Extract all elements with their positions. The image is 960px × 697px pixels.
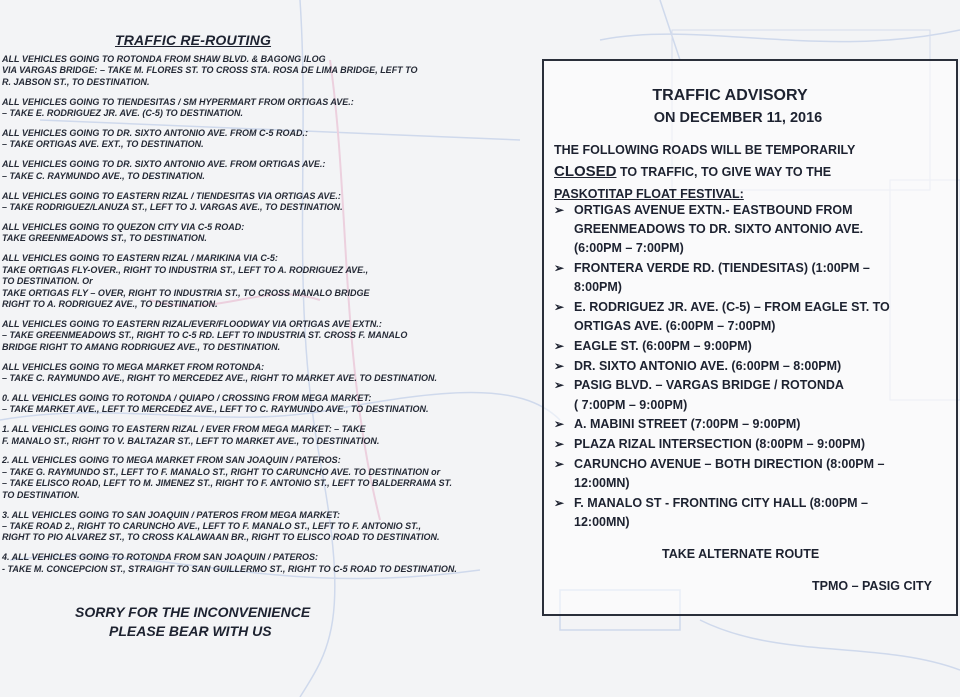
route-instruction: R. JABSON ST., TO DESTINATION.	[2, 76, 150, 87]
route-instruction: BRIDGE RIGHT TO AMANG RODRIGUEZ AVE., TO DESTINATION.	[2, 341, 281, 352]
closed-word: CLOSED	[554, 163, 617, 180]
arrow-bullet-icon: ➢	[554, 338, 565, 353]
apology-line-2: PLEASE BEAR WITH US	[109, 623, 272, 639]
route-instruction: RIGHT TO PIO ALVAREZ ST., TO CROSS KALAWAAN BR., RIGHT TO ELISCO ROAD TO DESTINATION.	[2, 532, 440, 543]
route-instruction: – TAKE GREENMEADOWS ST., RIGHT TO C-5 RD. LEFT TO INDUSTRIA ST. CROSS F. MANALO	[2, 330, 408, 341]
route-instruction: - TAKE M. CONCEPCION ST., STRAIGHT TO SAN GUILLERMO ST., RIGHT TO C-5 ROAD TO DESTINATION.	[2, 563, 457, 574]
closed-road-item	[552, 415, 960, 434]
alternate-route-note: TAKE ALTERNATE ROUTE	[662, 547, 820, 561]
closed-road-item	[552, 376, 960, 414]
route-instruction: TAKE GREENMEADOWS ST., TO DESTINATION.	[2, 233, 207, 244]
route-item	[2, 253, 535, 310]
issuer-signature: TPMO – PASIG CITY	[812, 579, 932, 593]
closed-road-text: F. MANALO ST - FRONTING CITY HALL (8:00PM – 12:00MN)	[574, 495, 868, 529]
apology-line-1: SORRY FOR THE INCONVENIENCE	[75, 604, 311, 620]
route-heading: ALL VEHICLES GOING TO EASTERN RIZAL / TIENDESITAS VIA ORTIGAS AVE.:	[2, 190, 341, 201]
route-heading: ALL VEHICLES GOING TO QUEZON CITY VIA C-5 ROAD:	[2, 221, 245, 232]
route-instruction: TO DESTINATION. Or	[2, 276, 93, 287]
closed-road-text: PASIG BLVD. – VARGAS BRIDGE / ROTONDA ( 7:00PM – 9:00PM)	[574, 378, 844, 412]
route-item	[2, 455, 535, 501]
closed-road-item	[552, 357, 960, 376]
route-instruction: RIGHT TO A. RODRIGUEZ AVE., TO DESTINATION.	[2, 298, 218, 309]
route-instruction: F. MANALO ST., RIGHT TO V. BALTAZAR ST., LEFT TO MARKET AVE., TO DESTINATION.	[2, 435, 380, 446]
arrow-bullet-icon: ➢	[554, 495, 565, 510]
route-list	[2, 54, 535, 584]
route-heading: 0. ALL VEHICLES GOING TO ROTONDA / QUIAPO / CROSSING FROM MEGA MARKET:	[2, 392, 372, 403]
closed-road-text: CARUNCHO AVENUE – BOTH DIRECTION (8:00PM – 12:00MN)	[574, 456, 885, 490]
route-item	[2, 191, 535, 214]
route-heading: ALL VEHICLES GOING TO EASTERN RIZAL / MARIKINA VIA C-5:	[2, 253, 278, 264]
route-item	[2, 97, 535, 120]
route-item	[2, 424, 535, 447]
closed-road-text: FRONTERA VERDE RD. (TIENDESITAS) (1:00PM – 8:00PM)	[574, 261, 870, 295]
arrow-bullet-icon: ➢	[554, 456, 565, 471]
intro-line-1: THE FOLLOWING ROADS WILL BE TEMPORARILY	[554, 143, 856, 157]
route-instruction: – TAKE G. RAYMUNDO ST., LEFT TO F. MANALO ST., RIGHT TO CARUNCHO AVE. TO DESTINATION or	[2, 466, 441, 477]
route-item	[2, 510, 535, 544]
route-item	[2, 552, 535, 575]
route-instruction: – TAKE ROAD 2., RIGHT TO CARUNCHO AVE., LEFT TO F. MANALO ST., LEFT TO F. ANTONIO ST.,	[2, 521, 422, 531]
closed-road-item	[552, 455, 960, 493]
arrow-bullet-icon: ➢	[554, 203, 565, 217]
closed-road-item	[552, 494, 960, 532]
route-instruction: – TAKE ORTIGAS AVE. EXT., TO DESTINATION.	[2, 139, 204, 150]
arrow-bullet-icon: ➢	[554, 436, 565, 451]
route-item	[2, 222, 535, 245]
closed-road-text: EAGLE ST. (6:00PM – 9:00PM)	[574, 338, 752, 353]
intro-line-2: TO TRAFFIC, TO GIVE WAY TO THE	[616, 165, 832, 179]
route-item	[2, 54, 535, 88]
route-heading: 4. ALL VEHICLES GOING TO ROTONDA FROM SAN JOAQUIN / PATEROS:	[2, 552, 319, 563]
closed-road-text: ORTIGAS AVENUE EXTN.- EASTBOUND FROM GREENMEADOWS TO DR. SIXTO ANTONIO AVE. (6:00PM – 7:00PM)	[574, 203, 864, 256]
route-item	[2, 362, 535, 385]
route-instruction: – TAKE RODRIGUEZ/LANUZA ST., LEFT TO J. VARGAS AVE., TO DESTINATION.	[2, 202, 343, 213]
route-heading: ALL VEHICLES GOING TO EASTERN RIZAL/EVER/FLOODWAY VIA ORTIGAS AVE EXTN.:	[2, 318, 382, 329]
closed-road-text: PLAZA RIZAL INTERSECTION (8:00PM – 9:00PM)	[574, 436, 866, 451]
route-instruction: – TAKE C. RAYMUNDO AVE., RIGHT TO MERCEDEZ AVE., RIGHT TO MARKET AVE. TO DESTINATION.	[2, 372, 438, 383]
route-instruction: – TAKE E. RODRIGUEZ JR. AVE. (C-5) TO DESTINATION.	[2, 108, 244, 119]
route-instruction: TAKE ORTIGAS FLY-OVER., RIGHT TO INDUSTRIA ST., LEFT TO A. RODRIGUEZ AVE.,	[2, 264, 369, 275]
route-item	[2, 393, 535, 416]
route-item	[2, 319, 535, 353]
route-instruction: – TAKE MARKET AVE., LEFT TO MERCEDEZ AVE., LEFT TO C. RAYMUNDO AVE., TO DESTINATION.	[2, 404, 429, 415]
route-heading: ALL VEHICLES GOING TO ROTONDA FROM SHAW BLVD. & BAGONG ILOG	[2, 54, 326, 64]
route-item	[2, 128, 535, 151]
route-heading: ALL VEHICLES GOING TO TIENDESITAS / SM HYPERMART FROM ORTIGAS AVE.:	[2, 96, 354, 107]
arrow-bullet-icon: ➢	[554, 417, 565, 432]
route-heading: ALL VEHICLES GOING TO DR. SIXTO ANTONIO AVE. FROM ORTIGAS AVE.:	[2, 159, 326, 170]
advisory-date: ON DECEMBER 11, 2016	[653, 110, 823, 126]
advisory-intro	[554, 139, 959, 205]
route-instruction: TAKE ORTIGAS FLY – OVER, RIGHT TO INDUSTRIA ST., TO CROSS MANALO BRIDGE	[2, 287, 370, 298]
traffic-advisory-box	[542, 59, 958, 616]
route-heading: 3. ALL VEHICLES GOING TO SAN JOAQUIN / PATEROS FROM MEGA MARKET:	[2, 509, 341, 520]
closed-road-text: DR. SIXTO ANTONIO AVE. (6:00PM – 8:00PM)	[574, 358, 842, 373]
route-heading: 2. ALL VEHICLES GOING TO MEGA MARKET FROM SAN JOAQUIN / PATEROS:	[2, 455, 341, 466]
closed-road-item	[552, 435, 960, 454]
apology-note	[75, 603, 310, 641]
arrow-bullet-icon: ➢	[554, 378, 565, 393]
closed-road-item	[552, 337, 960, 356]
closed-road-text: A. MABINI STREET (7:00PM – 9:00PM)	[574, 417, 801, 432]
route-item	[2, 159, 535, 182]
arrow-bullet-icon: ➢	[554, 300, 565, 315]
route-instruction: TO DESTINATION.	[2, 489, 80, 500]
closed-road-item	[552, 259, 960, 297]
closed-roads-list	[552, 201, 960, 532]
rerouting-title: TRAFFIC RE-ROUTING	[115, 32, 272, 48]
advisory-title: TRAFFIC ADVISORY	[652, 87, 808, 104]
closed-road-item	[552, 298, 960, 336]
closed-road-text: E. RODRIGUEZ JR. AVE. (C-5) – FROM EAGLE ST. TO ORTIGAS AVE. (6:00PM – 7:00PM)	[574, 300, 890, 334]
route-heading: ALL VEHICLES GOING TO MEGA MARKET FROM ROTONDA:	[2, 361, 265, 372]
route-heading: ALL VEHICLES GOING TO DR. SIXTO ANTONIO AVE. FROM C-5 ROAD.:	[2, 128, 309, 139]
route-instruction: VIA VARGAS BRIDGE: – TAKE M. FLORES ST. TO CROSS STA. ROSA DE LIMA BRIDGE, LEFT TO	[2, 65, 418, 76]
route-instruction: – TAKE ELISCO ROAD, LEFT TO M. JIMENEZ ST., RIGHT TO F. ANTONIO ST., LEFT TO BALDERRAMA ST.	[2, 478, 453, 489]
closed-road-item	[552, 201, 960, 259]
arrow-bullet-icon: ➢	[554, 358, 565, 373]
arrow-bullet-icon: ➢	[554, 261, 565, 276]
route-instruction: – TAKE C. RAYMUNDO AVE., TO DESTINATION.	[2, 170, 205, 181]
rerouting-panel	[0, 28, 535, 668]
festival-name: PASKOTITAP FLOAT FESTIVAL:	[554, 187, 744, 201]
route-heading: 1. ALL VEHICLES GOING TO EASTERN RIZAL / EVER FROM MEGA MARKET: – TAKE	[2, 424, 366, 435]
